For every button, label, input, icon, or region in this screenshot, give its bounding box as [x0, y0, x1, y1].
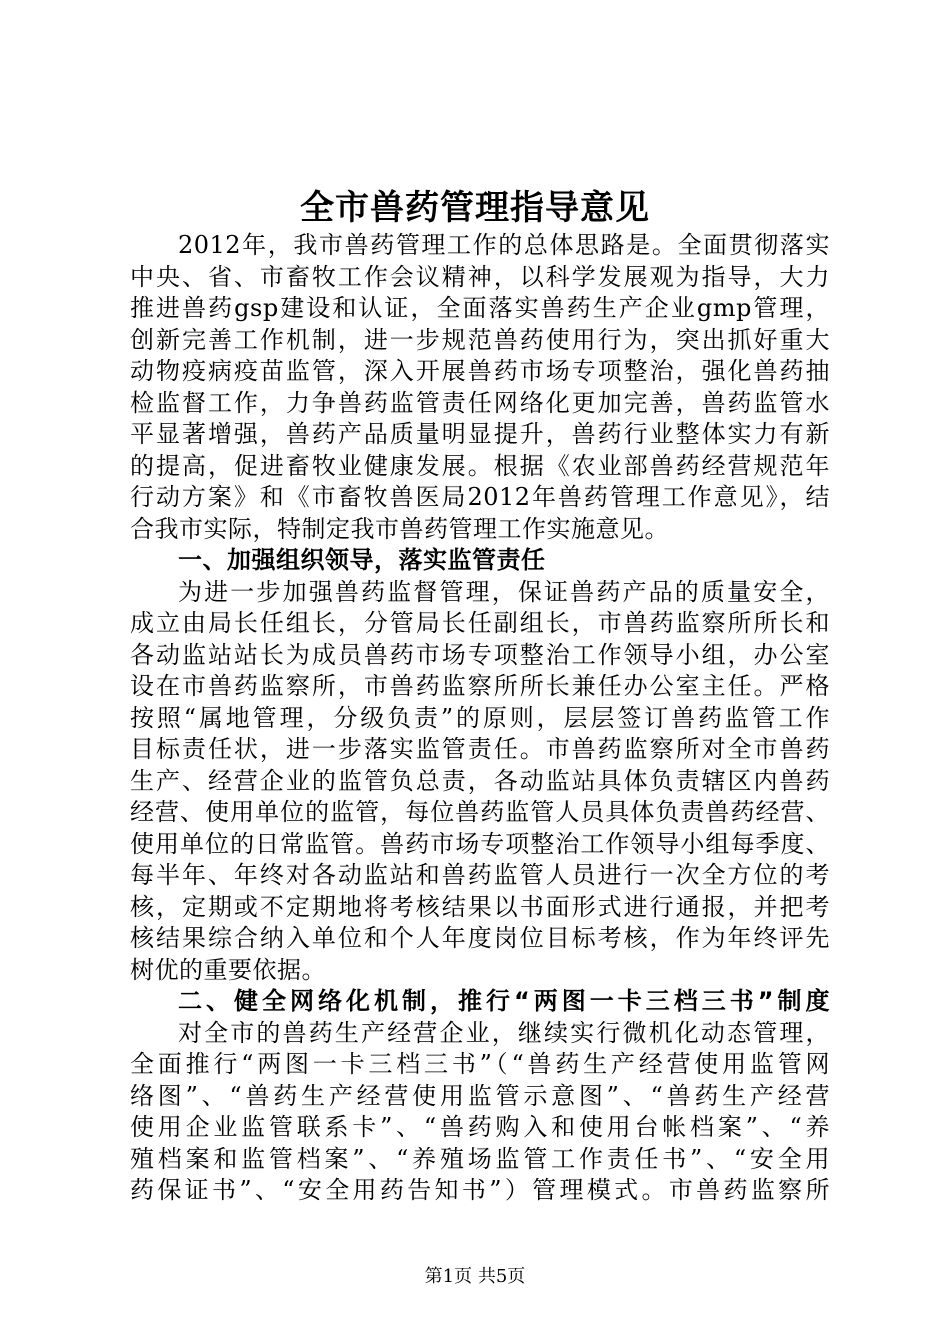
- text-line: 的提高，促进畜牧业健康发展。根据《农业部兽药经营规范年: [130, 451, 830, 480]
- text-line: 成立由局长任组长，分管局长任副组长，市兽药监察所所长和: [130, 609, 830, 637]
- text-line: 行动方案》和《市畜牧兽医局2012年兽药管理工作意见》，结: [130, 483, 830, 511]
- text-line: 络图”、“兽药生产经营使用监管示意图”、“兽药生产经营: [130, 1081, 830, 1110]
- section-heading-1: 一、加强组织领导，落实监管责任: [178, 546, 546, 574]
- text-line: 动物疫病疫苗监管，深入开展兽药市场专项整治，强化兽药抽: [130, 357, 830, 385]
- text-line: 全面推行“两图一卡三档三书”（“兽药生产经营使用监管网: [130, 1050, 830, 1078]
- text-line: 设在市兽药监察所，市兽药监察所所长兼任办公室主任。严格: [130, 672, 830, 700]
- text-line: 殖档案和监管档案”、“养殖场监管工作责任书”、“安全用: [130, 1144, 830, 1173]
- text-line: 检监督工作，力争兽药监管责任网络化更加完善，兽药监管水: [130, 388, 830, 417]
- document-body: [130, 230, 830, 1207]
- text-line: 推进兽药gsp建设和认证，全面落实兽药生产企业gmp管理，: [130, 294, 830, 322]
- text-line: 使用企业监管联系卡”、“兽药购入和使用台帐档案”、“养: [130, 1113, 830, 1141]
- document-title: 全市兽药管理指导意见: [300, 188, 650, 228]
- text-line: 合我市实际，特制定我市兽药管理工作实施意见。: [130, 514, 669, 543]
- text-line: 平显著增强，兽药产品质量明显提升，兽药行业整体实力有新: [130, 420, 830, 448]
- text-line: 目标责任状，进一步落实监管责任。市兽药监察所对全市兽药: [130, 735, 830, 763]
- text-line: 树优的重要依据。: [130, 955, 326, 984]
- text-line: 中央、省、市畜牧工作会议精神，以科学发展观为指导，大力: [130, 262, 830, 291]
- text-line: 按照“属地管理，分级负责”的原则，层层签订兽药监管工作: [130, 703, 830, 732]
- text-line: 生产、经营企业的监管负总责，各动监站具体负责辖区内兽药: [130, 766, 830, 795]
- text-line: 为进一步加强兽药监督管理，保证兽药产品的质量安全，: [178, 577, 830, 606]
- text-line: 核结果综合纳入单位和个人年度岗位目标考核，作为年终评先: [130, 924, 830, 952]
- text-line: 使用单位的日常监管。兽药市场专项整治工作领导小组每季度、: [130, 829, 830, 858]
- text-line: 2012年，我市兽药管理工作的总体思路是。全面贯彻落实: [178, 231, 830, 259]
- text-line: 各动监站站长为成员兽药市场专项整治工作领导小组，办公室: [130, 640, 830, 669]
- text-line: 对全市的兽药生产经营企业，继续实行微机化动态管理，: [178, 1018, 830, 1047]
- section-heading-2: 二、健全网络化机制，推行“两图一卡三档三书”制度: [178, 987, 830, 1015]
- text-line: 创新完善工作机制，进一步规范兽药使用行为，突出抓好重大: [130, 325, 830, 354]
- text-line: 药保证书”、“安全用药告知书”）管理模式。市兽药监察所: [130, 1176, 830, 1204]
- text-line: 经营、使用单位的监管，每位兽药监管人员具体负责兽药经营、: [130, 798, 830, 826]
- text-line: 每半年、年终对各动监站和兽药监管人员进行一次全方位的考: [130, 861, 830, 889]
- page-footer: 第1页 共5页: [424, 1266, 526, 1287]
- text-line: 核，定期或不定期地将考核结果以书面形式进行通报，并把考: [130, 892, 830, 921]
